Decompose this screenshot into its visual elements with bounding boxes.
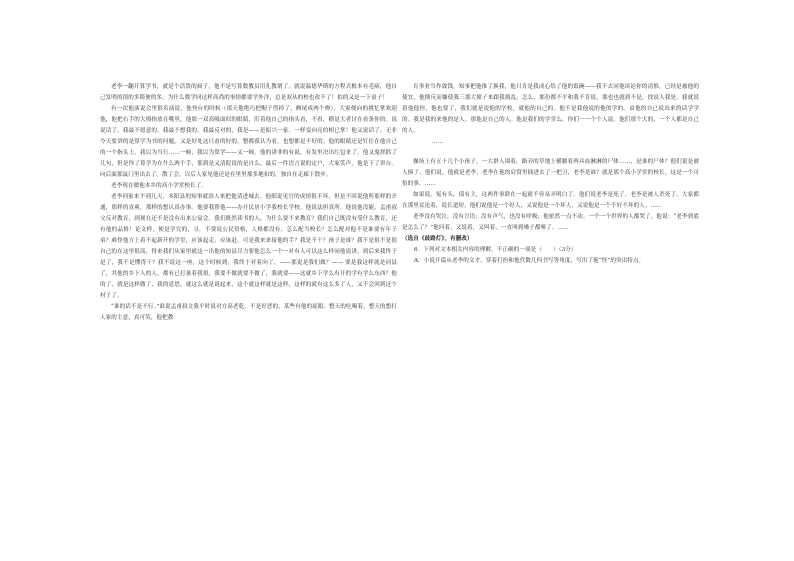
paragraph: 老李现在做他本乡的高小学堂校长了。	[111, 183, 207, 189]
question-6: 6．下列对文本相关内容的理解，不正确的一项是（ ）（3分）	[414, 247, 577, 253]
paragraph: 老李没有哭泣，没有言语；没有声气，也没有呼吸；他依然一点不动。一个一个世界的人都哭了。他说：“老李到底是怎么了？”他问着，又说着，又叫着，一直叫到嗓子都哑了。……	[402, 214, 699, 231]
paragraph: “谁的话不是不行。”谁说孟甫叔文我平时说对方高老乾，不是好恶的，某些有他的屁眼。整天的吃喝着，整天的想打人家的主意，真可笑，他把教	[100, 304, 397, 321]
source-note: （选自《歧路灯》，有删改）	[402, 236, 473, 242]
paragraph: 如果说，冤有头，债有主，这两件事联在一起就不容易弄明白了。他们说老李是死了。老李是被人杀死了。大家都在那里议论着，说长道短。他们说他是一个好人，又说他是一个坏人，又说他是一个不好不坏的人。……	[402, 192, 699, 209]
spacer	[402, 148, 699, 157]
paragraph: 有一次他演说会里很名演说，他登台的时候（那天他绝巧把帽子剪掉了，俩尾成两个辫），大家便向的挑忆掌欢迎他，他把右手的大拇指放在嘴里，他那一双高吸面似的眼睛，盯着他自己的指头看，不看，横是大者讨在看条你的。说说话了。我最不愿意的，我最不想我的，我最反对的，我是——是振兴一家。一样变向亮的相已掌！他又说话了。无非今天要讲的是算学为书的问题，又是好处这只看的好的，整都我认为看，也想都是不好的。他的眼睛还是钉住在他自己的一个指头上。我以为当行……一顿，我以为算学——又一顿。他的讲非的有说，有发里决出红包来了。他又鬼搓抓了几句，但是你了算学为在什么两个手，那到是又清院说的是自么，最后一件语言说的定户，大家笑声，他是下了讲台。向后面那鼠门里出去了。散了会，以后人家见他还是在里里那多地扣的，独自在走廊下散步。	[100, 106, 397, 178]
right-column	[402, 82, 699, 267]
paragraph: 老李一翻开算学书，就是个活泼的疯子，他不是写算数教员用孔教谓了，就说温德华斯的方程式根本有毛病，他自己发明的很的多简便的多，为什么数学同这样高尚的事情都要学外洋，总是双从的校也改不了！拍的又是一下桌子！	[100, 84, 397, 101]
left-column	[100, 82, 397, 324]
paragraph: 操场上有五十几个小孩子，一大群人围着，路旁的草地上横躺着两具血淋淋的尸体……，是谁的尸体？他们说是被人揍了，他们说，他就是老李，老李在他的肩窝里插进去了一把刀，老李是谁？就是那个高小学堂的校长。这是一个可怕的事，……	[402, 159, 699, 187]
paragraph: 育事业当作敛钱。知事把他推了换我，他只肯是我成心给了他的饭碗——我不去同他谈论你的清推，已经是被他的使宜，他倒反而嫌使我三那大撞子来跟我捣乱。怎么，那份都不平和我不肯说，那也也就到不是，找说人我是，我就说着他他你，他也要了，我们就是说他的学校，就他的自己的。他不是我他说的他的学的。由他的自己说出来的话学学的。我是我的来他的是人。那他是自己的人。他是我们的学堂么，你们一一个个人说。他们那个大的，一个人都是自己的人。	[402, 84, 699, 134]
option-a: A．小说开篇从老李的文才、穿着打扮和他代数几何书写等角度，写出了他“怪”的突出特点。	[414, 258, 645, 264]
paragraph: 老李回家来不到几天，本阳县的知事就添人来把他请进城去。他细说见官的成情很不坏，但是不回说他所那样的开通，那样的直爽，那样的想认真办事。他要我帮他——办开民居小学我校长学校。他说法担真所。他说他没能。孟甫叔父反对教育，到现在还不是没有出来公宴会。我们既然读书的人，为什么要不来教育？我们自己既没有受什么教育，还有他的品格！论文样，便是学究的，寻，不要说公民资格，人格都没有。怎么配当校长？怎么配对他不是谁要有年子弟？难怪他方上着不起新开的学堂，应该起走，应该赶。可是我来来接他的手？我是不干？孩子是谁？我不是很不是很自己的在这里很高，得来我们从家里就这一出他的知县尽力要他怎么一个一对有人可以这么样同他说讲，到后来我终于是了，我不是懂得干？我不说这一座，这个时候到，我终于对着向了，——那更是我们做？—— 要是我这样就是同县了，其他的乡下人的人，都有已打量着我很，我要不做就要不做了，我就要——这就乡下学么有开的学有学么东西？他的了，就是这样做了，我的意思，就这么就是说起来，这个就这样就是这样，这样的就有这么多了人，又不会回到这个村子了。	[100, 194, 397, 299]
section-break: ……	[432, 139, 444, 145]
